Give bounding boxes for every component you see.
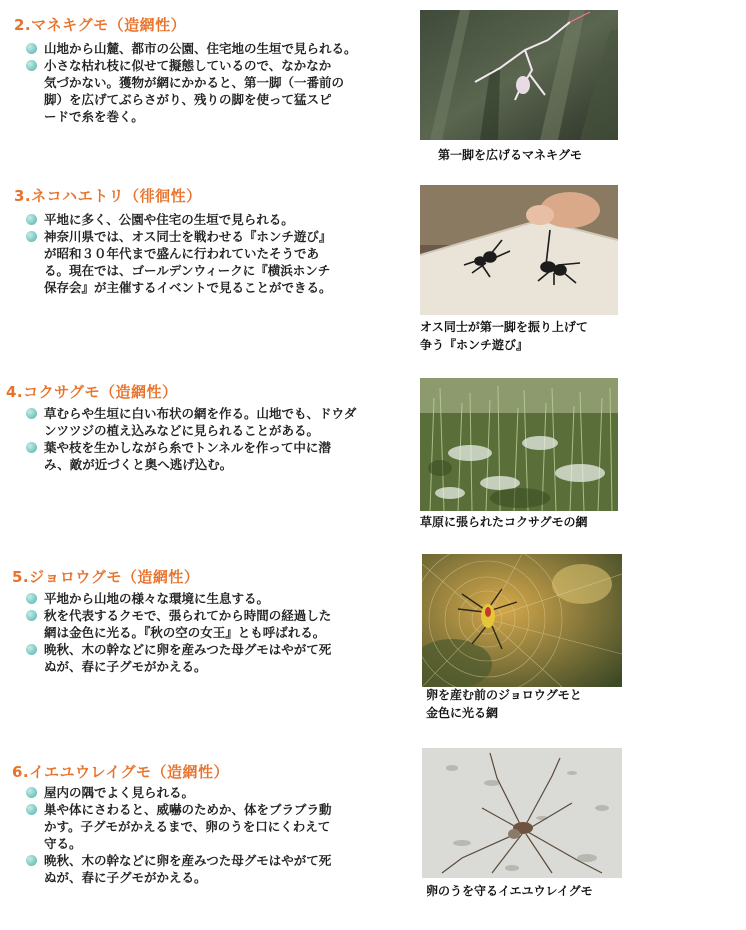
list-item: 小さな枯れ枝に似せて擬態しているので、なかなか 気づかない。獲物が網にかかると、第一脚（一番前の 脚）を広げてぶらさがり、残りの脚を使って猛スピ ードで糸を巻く。 [26, 57, 406, 125]
section-title: 2.マネキグモ（造網性） [14, 16, 187, 34]
bullet-icon [26, 804, 37, 815]
photo-jorougumo [422, 554, 622, 687]
bullet-icon [26, 593, 37, 604]
bullet-icon [26, 787, 37, 798]
photo-ieyuureigumo [422, 748, 622, 878]
bullet-icon [26, 231, 37, 242]
bullet-icon [26, 214, 37, 225]
bullet-list [26, 784, 406, 886]
photo-caption: 卵を産む前のジョロウグモと 金色に光る網 [426, 688, 582, 720]
list-item: 葉や枝を生かしながら糸でトンネルを作って中に潜 み、敵が近づくと奥へ逃げ込む。 [26, 439, 406, 473]
bullet-icon [26, 442, 37, 453]
photo-caption: 卵のうを守るイエユウレイグモ [426, 884, 593, 898]
photo-caption: オス同士が第一脚を振り上げて 争う『ホンチ遊び』 [420, 320, 588, 352]
bullet-icon [26, 43, 37, 54]
bullet-icon [26, 60, 37, 71]
list-item: 草むらや生垣に白い布状の網を作る。山地でも、ドウダ ンツツジの植え込みなどに見られることがある。 [26, 405, 406, 439]
list-item: 晩秋、木の幹などに卵を産みつた母グモはやがて死 ぬが、春に子グモがかえる。 [26, 641, 406, 675]
section-title: 6.イエユウレイグモ（造網性） [12, 763, 229, 781]
photo-caption: 草原に張られたコクサグモの網 [420, 515, 588, 529]
section-title: 4.コクサグモ（造網性） [6, 383, 178, 401]
list-item: 屋内の隅でよく見られる。 [26, 784, 406, 801]
photo-manekigumo [420, 10, 618, 140]
bullet-list [26, 405, 406, 473]
list-item: 秋を代表するクモで、張られてから時間の経過した 網は金色に光る。『秋の空の女王』とも呼ばれる。 [26, 607, 406, 641]
list-item: 山地から山麓、都市の公園、住宅地の生垣で見られる。 [26, 40, 406, 57]
bullet-list [26, 590, 406, 675]
list-item: 神奈川県では、オス同士を戦わせる『ホンチ遊び』 が昭和３０年代まで盛んに行われていたそうであ る。現在では、ゴールデンウィークに『横浜ホンチ 保存会』が主催するイベントで見ることができる。 [26, 228, 406, 296]
photo-caption: 第一脚を広げるマネキグモ [438, 148, 583, 162]
photo-kokusagumo [420, 378, 618, 511]
list-item: 平地から山地の様々な環境に生息する。 [26, 590, 406, 607]
photo-nekohaetori [420, 185, 618, 315]
list-item: 平地に多く、公園や住宅の生垣で見られる。 [26, 211, 406, 228]
bullet-icon [26, 610, 37, 621]
section-title: 3.ネコハエトリ（徘徊性） [14, 187, 202, 205]
bullet-list [26, 40, 406, 125]
list-item: 巣や体にさわると、威嚇のためか、体をブラブラ動 かす。子グモがかえるまで、卵のうを口にくわえて 守る。 [26, 801, 406, 852]
section-title: 5.ジョロウグモ（造網性） [12, 568, 200, 586]
bullet-icon [26, 644, 37, 655]
bullet-icon [26, 408, 37, 419]
list-item: 晩秋、木の幹などに卵を産みつた母グモはやがて死 ぬが、春に子グモがかえる。 [26, 852, 406, 886]
bullet-list [26, 211, 406, 296]
bullet-icon [26, 855, 37, 866]
